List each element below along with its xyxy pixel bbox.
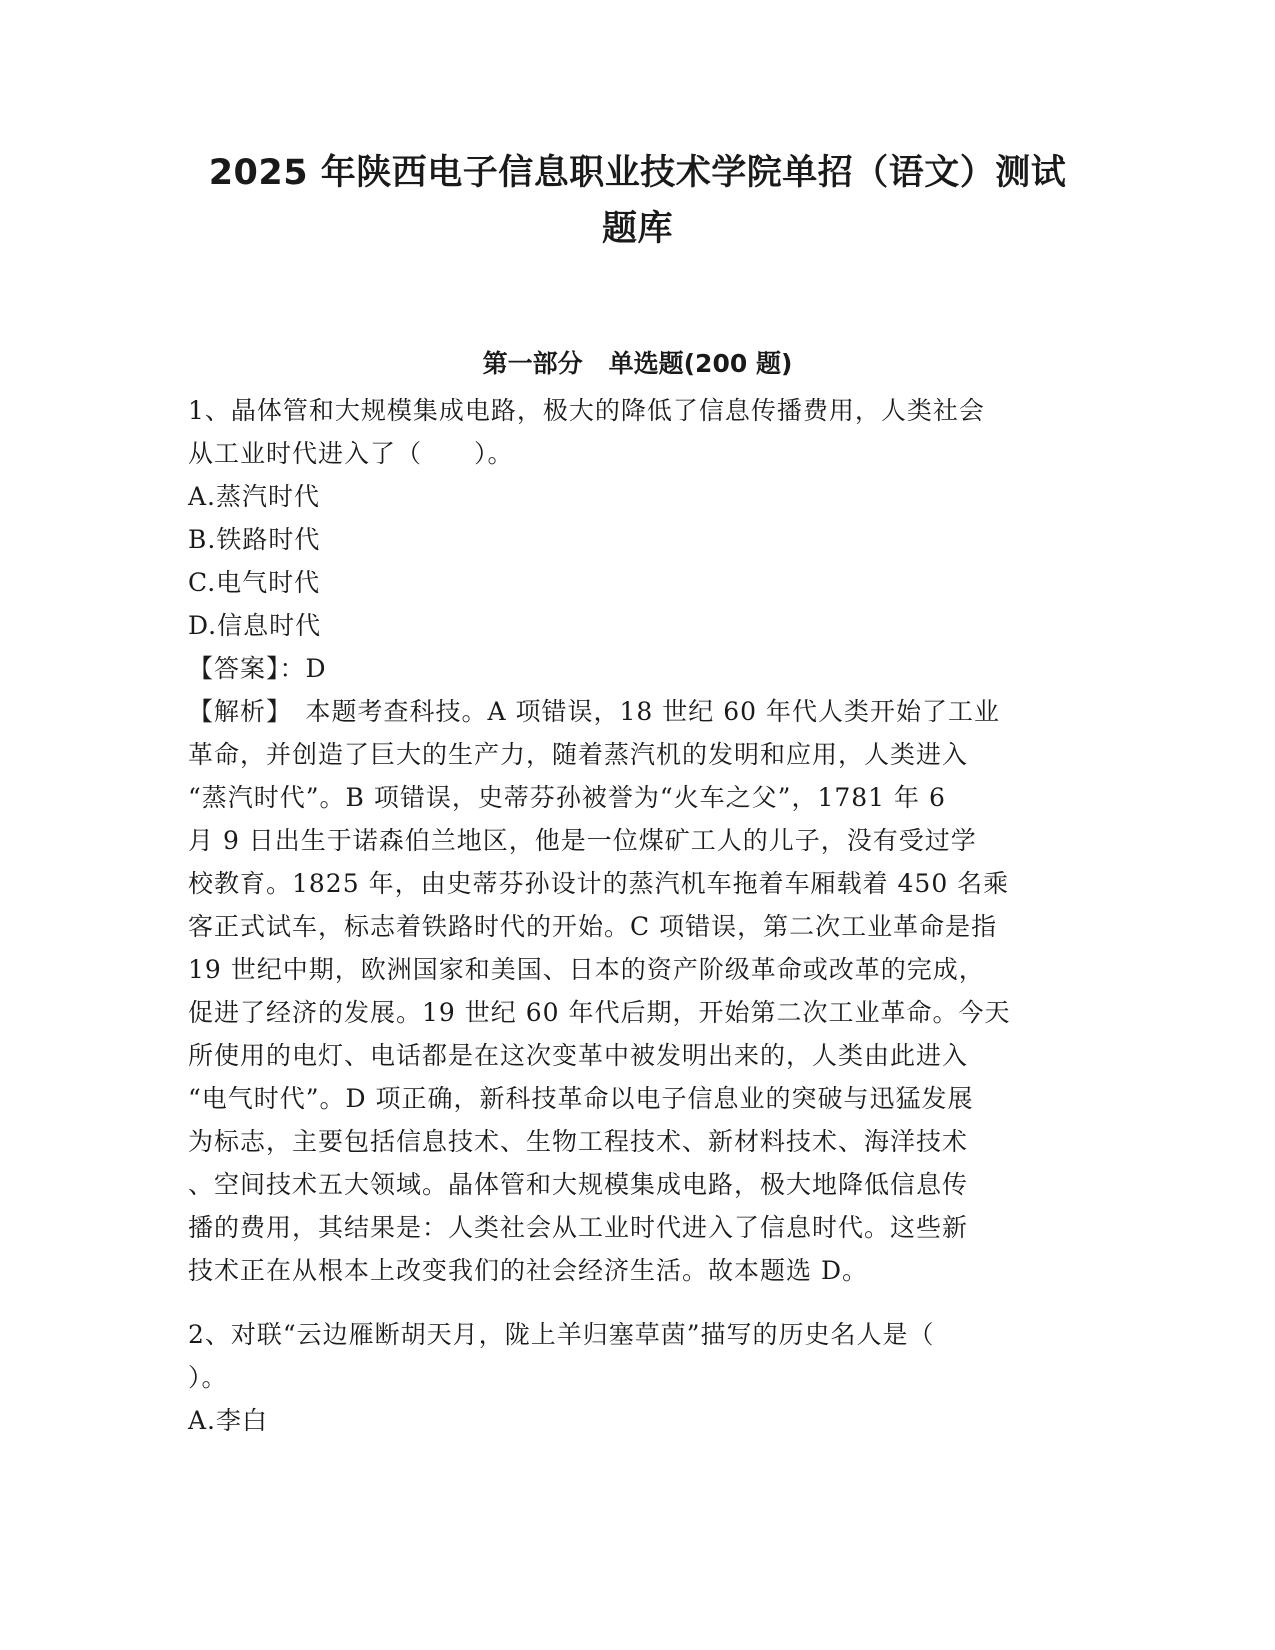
option-b: B.铁路时代 [188, 525, 321, 554]
document-title [170, 145, 1105, 257]
analysis-line: 所使用的电灯、电话都是在这次变革中被发明出来的，人类由此进入 [188, 1041, 969, 1070]
analysis-line: 【解析】 本题考查科技。A 项错误，18 世纪 60 年代人类开始了工业 [188, 697, 1000, 726]
option-a: A.蒸汽时代 [188, 482, 321, 511]
question-stem-line: 1、晶体管和大规模集成电路，极大的降低了信息传播费用，人类社会 [188, 396, 985, 425]
analysis-line: 技术正在从根本上改变我们的社会经济生活。故本题选 D。 [188, 1256, 868, 1285]
analysis-line: 19 世纪中期，欧洲国家和美国、日本的资产阶级革命或改革的完成， [188, 955, 985, 984]
analysis-line: 促进了经济的发展。19 世纪 60 年代后期，开始第二次工业革命。今天 [188, 998, 1011, 1027]
document-title-line-1: 2025 年陕西电子信息职业技术学院单招（语文）测试 [208, 153, 1067, 193]
analysis-line: “蒸汽时代”。B 项错误，史蒂芬孙被誉为“火车之父”，1781 年 6 [188, 783, 946, 812]
analysis-line: 月 9 日出生于诺森伯兰地区，他是一位煤矿工人的儿子，没有受过学 [188, 826, 977, 855]
document-title-line-2: 题库 [601, 209, 673, 249]
question-stem-line: ）。 [188, 1363, 228, 1392]
option-d: D.信息时代 [188, 611, 322, 640]
option-a: A.李白 [188, 1406, 269, 1435]
question-stem-line: 从工业时代进入了（ ）。 [188, 439, 514, 468]
analysis-line: 播的费用，其结果是：人类社会从工业时代进入了信息时代。这些新 [188, 1213, 969, 1242]
question-stem-line: 2、对联“云边雁断胡天月，陇上羊归塞草茵”描写的历史名人是（ [188, 1320, 935, 1349]
section-heading-type: 单选题(200 题) [608, 349, 793, 378]
analysis-line: 为标志，主要包括信息技术、生物工程技术、新材料技术、海洋技术 [188, 1127, 969, 1156]
analysis-line: “电气时代”。D 项正确，新科技革命以电子信息业的突破与迅猛发展 [188, 1084, 974, 1113]
section-heading-part: 第一部分 [482, 349, 583, 378]
analysis-line: 革命，并创造了巨大的生产力，随着蒸汽机的发明和应用，人类进入 [188, 740, 969, 769]
analysis-line: 客正式试车，标志着铁路时代的开始。C 项错误，第二次工业革命是指 [188, 912, 998, 941]
question-2 [188, 1313, 1088, 1442]
option-c: C.电气时代 [188, 568, 321, 597]
analysis-line: 校教育。1825 年，由史蒂芬孙设计的蒸汽机车拖着车厢载着 450 名乘 [188, 869, 1010, 898]
question-1 [188, 389, 1088, 1292]
section-heading [170, 346, 1105, 382]
answer-line: 【答案】：D [188, 654, 327, 683]
analysis-line: 、空间技术五大领域。晶体管和大规模集成电路，极大地降低信息传 [188, 1170, 969, 1199]
